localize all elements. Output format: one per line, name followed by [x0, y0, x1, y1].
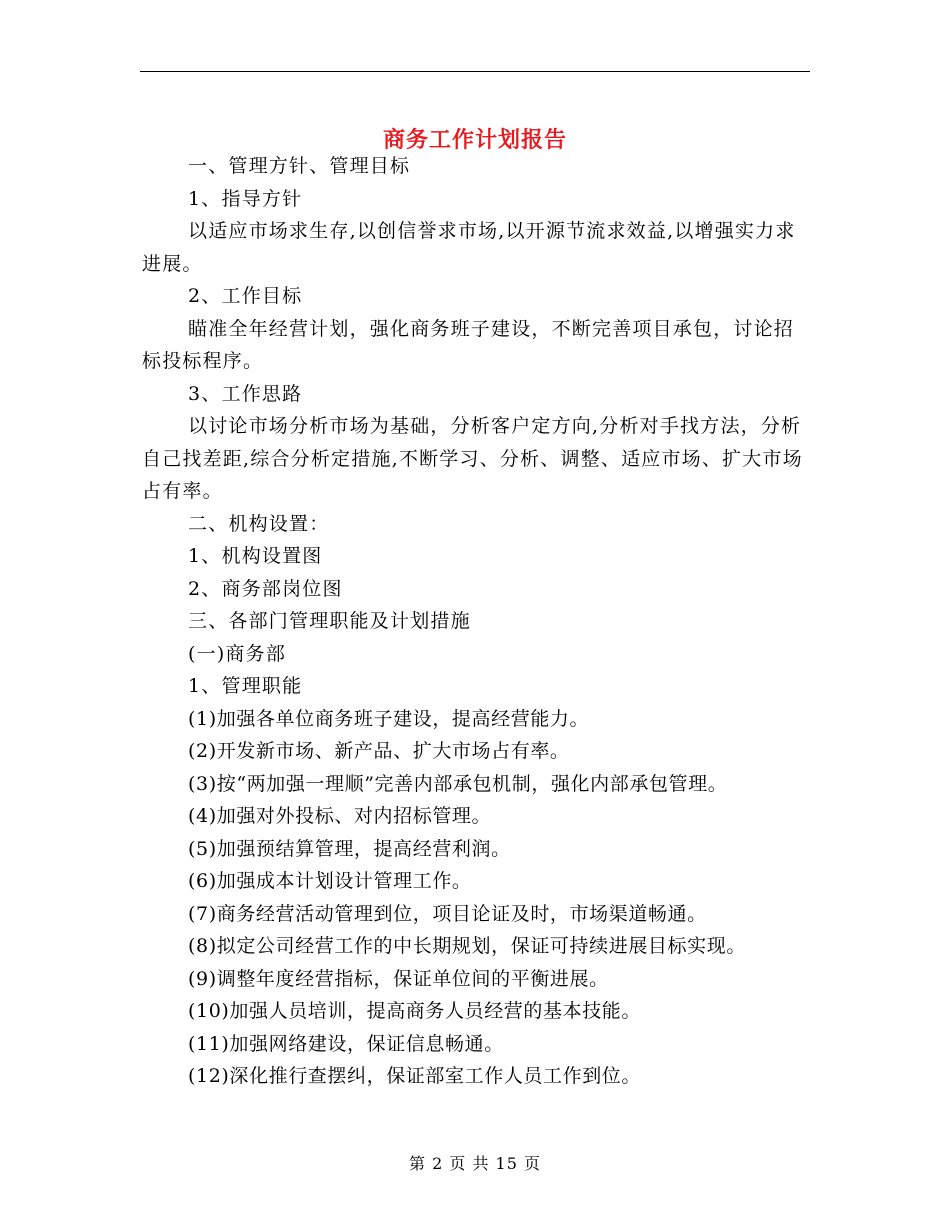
- subsection-heading: 1、指导方针: [188, 187, 303, 210]
- list-item: (8)拟定公司经营工作的中长期规划，保证可持续进展目标实现。: [188, 935, 746, 957]
- list-item: (6)加强成本计划设计管理工作。: [188, 870, 472, 892]
- subsection-heading: 2、工作目标: [188, 285, 303, 307]
- section-heading: 一、管理方针、管理目标: [188, 155, 411, 177]
- subsection-heading: 3、工作思路: [188, 382, 303, 405]
- header-rule: [140, 71, 810, 72]
- document-title: 商务工作计划报告: [382, 126, 567, 153]
- list-item: (3)按“两加强一理顺”完善内部承包机制，强化内部承包管理。: [188, 772, 728, 795]
- subsection-heading: 1、机构设置图: [188, 545, 323, 567]
- document-body: [142, 150, 812, 1093]
- body-paragraph: 以适应市场求生存,以创信誉求市场,以开源节流求效益,以增强实力求进展。: [142, 220, 796, 275]
- page-number: 第 2 页 共 15 页: [409, 1154, 541, 1173]
- subsection-heading: 2、商务部岗位图: [188, 577, 343, 600]
- list-item: (4)加强对外投标、对内招标管理。: [188, 805, 492, 827]
- list-item: (12)深化推行查摆纠，保证部室工作人员工作到位。: [188, 1065, 642, 1087]
- list-item: (1)加强各单位商务班子建设，提高经营能力。: [188, 707, 590, 730]
- list-item: (11)加强网络建设，保证信息畅通。: [188, 1032, 504, 1055]
- body-paragraph: 瞄准全年经营计划，强化商务班子建设，不断完善项目承包，讨论招标投标程序。: [142, 317, 795, 372]
- subsection-heading: 1、管理职能: [188, 675, 303, 697]
- list-item: (2)开发新市场、新产品、扩大市场占有率。: [188, 740, 570, 762]
- list-item: (5)加强预结算管理，提高经营利润。: [188, 837, 511, 860]
- subsection-heading: (一)商务部: [188, 642, 287, 665]
- list-item: (9)调整年度经营指标，保证单位间的平衡进展。: [188, 967, 609, 990]
- body-paragraph: 以讨论市场分析市场为基础，分析客户定方向,分析对手找方法，分析自己找差距,综合分析定措施,不断学习、分析、调整、适应市场、扩大市场占有率。: [142, 415, 803, 502]
- list-item: (10)加强人员培训，提高商务人员经营的基本技能。: [188, 1000, 642, 1022]
- list-item: (7)商务经营活动管理到位，项目论证及时，市场渠道畅通。: [188, 902, 707, 925]
- section-heading: 二、机构设置：: [188, 512, 330, 535]
- section-heading: 三、各部门管理职能及计划措施: [188, 610, 471, 632]
